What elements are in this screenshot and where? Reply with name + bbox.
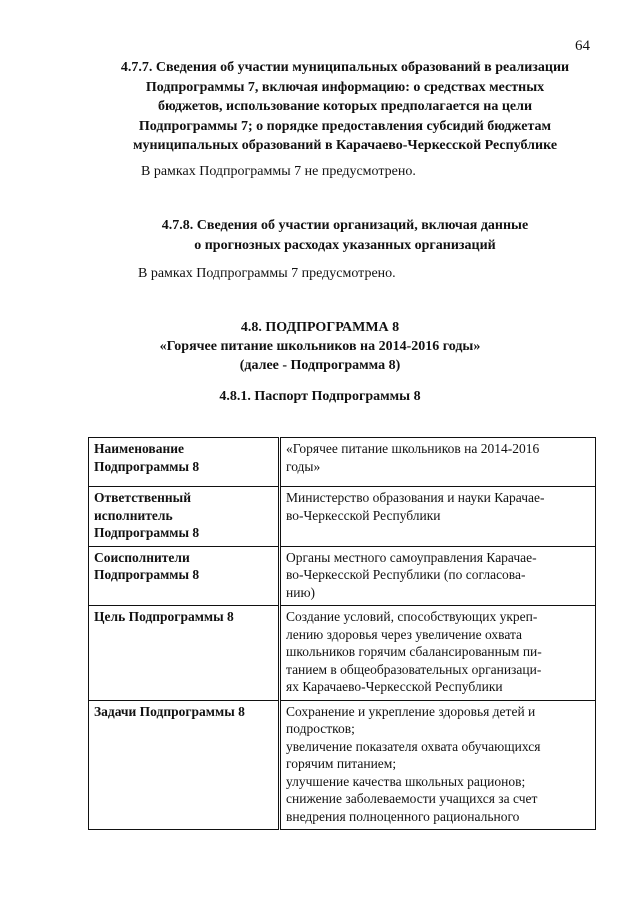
- heading-line: Подпрограммы 7, включая информацию: о средствах местных: [145, 79, 545, 95]
- label-line: Наименование: [94, 441, 184, 456]
- row-value: [280, 606, 596, 701]
- section-4-8-title: 4.8. ПОДПРОГРАММА 8: [240, 320, 400, 335]
- section-4-7-7-heading: [90, 58, 600, 156]
- table-row: [89, 546, 596, 606]
- row-label: [89, 487, 280, 547]
- value-line: нию): [286, 584, 316, 600]
- value-line: ях Карачаево-Черкесской Республики: [286, 679, 503, 694]
- row-label: [89, 606, 280, 701]
- section-4-7-8-text: В рамках Подпрограммы 7 предусмотрено.: [138, 266, 396, 281]
- row-value: [280, 438, 596, 487]
- value-line: Министерство образования и науки Карачае-: [286, 490, 545, 505]
- value-line: горячим питанием;: [286, 756, 397, 771]
- section-4-7-7-text: В рамках Подпрограммы 7 не предусмотрено.: [141, 164, 416, 179]
- value-line: во-Черкесской Республики: [286, 507, 441, 523]
- row-value: [280, 487, 596, 547]
- label-line: Цель Подпрограммы 8: [94, 609, 234, 624]
- label-line: Подпрограммы 8: [94, 458, 200, 474]
- table-row: [89, 606, 596, 701]
- value-line: улучшение качества школьных рационов;: [286, 773, 526, 789]
- value-line: Сохранение и укрепление здоровья детей и: [286, 703, 536, 719]
- label-line: Соисполнители: [94, 549, 190, 565]
- label-line: исполнитель: [94, 507, 173, 523]
- value-line: лению здоровья через увеличение охвата: [286, 626, 523, 642]
- label-line: Подпрограммы 8: [94, 525, 200, 540]
- section-4-8-subtitle: «Горячее питание школьников на 2014-2016 годы»: [159, 339, 481, 354]
- heading-line: муниципальных образований в Карачаево-Черкесской Республике: [132, 138, 558, 153]
- table-row: [89, 700, 596, 830]
- heading-line: о прогнозных расходах указанных организаций: [194, 237, 496, 253]
- row-label: [89, 438, 280, 487]
- section-4-8-1-title: 4.8.1. Паспорт Подпрограммы 8: [219, 389, 421, 404]
- label-line: Подпрограммы 8: [94, 567, 200, 582]
- label-line: Ответственный: [94, 490, 191, 505]
- section-4-8-subtitle2: (далее - Подпрограмма 8): [239, 358, 401, 373]
- value-line: «Горячее питание школьников на 2014-2016: [286, 441, 540, 456]
- heading-line: 4.7.7. Сведения об участии муниципальных образований в реализации: [120, 60, 570, 75]
- row-value: [280, 700, 596, 830]
- value-line: танием в общеобразовательных организаци-: [286, 661, 542, 677]
- heading-line: бюджетов, использование которых предполагается на цели: [157, 99, 533, 114]
- value-line: снижение заболеваемости учащихся за счет: [286, 791, 538, 806]
- page-number: 64: [575, 38, 590, 54]
- value-line: Органы местного самоуправления Карачае-: [286, 549, 537, 565]
- row-label: [89, 700, 280, 830]
- value-line: увеличение показателя охвата обучающихся: [286, 738, 541, 754]
- table-row: [89, 438, 596, 487]
- value-line: внедрения полноценного рационального: [286, 808, 520, 824]
- value-line: во-Черкесской Республики (по согласова-: [286, 567, 526, 582]
- table-row: [89, 487, 596, 547]
- value-line: школьников горячим сбалансированным пи-: [286, 644, 542, 659]
- section-4-7-8-heading: [90, 216, 600, 255]
- row-label: [89, 546, 280, 606]
- value-line: годы»: [286, 458, 321, 474]
- value-line: подростков;: [286, 721, 355, 736]
- row-value: [280, 546, 596, 606]
- value-line: Создание условий, способствующих укреп-: [286, 609, 538, 624]
- passport-table: [88, 437, 596, 830]
- label-line: Задачи Подпрограммы 8: [94, 703, 245, 719]
- heading-line: 4.7.8. Сведения об участии организаций, включая данные: [161, 218, 529, 233]
- heading-line: Подпрограммы 7; о порядке предоставления субсидий бюджетам: [138, 118, 552, 134]
